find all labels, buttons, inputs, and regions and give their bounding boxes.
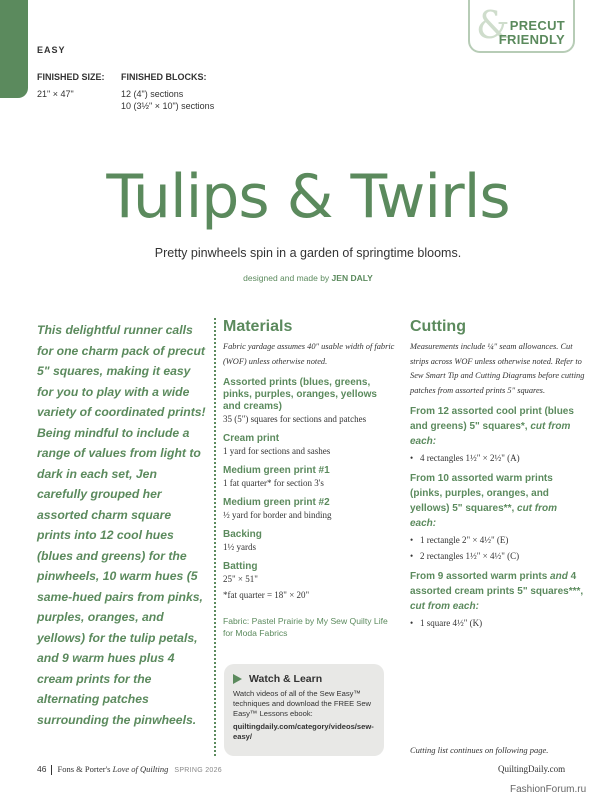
cut-item: • 2 rectangles 1½" × 4½" (C) — [410, 550, 585, 563]
cutting-note: Measurements include ¼" seam allowances. Cut strips across WOF unless otherwise noted. Refer to Sew Smart Tip and Cutting Diagrams before cutting patches from assorted prints 5" squares. — [410, 342, 585, 395]
material-name: Cream print — [223, 433, 280, 444]
section-tab — [0, 0, 28, 98]
material-name: Batting — [223, 561, 258, 572]
site-url[interactable]: QuiltingDaily.com — [498, 764, 566, 774]
fabric-line: Fabric: Pastel Prairie by My Sew Quilty Life for Moda Fabrics — [223, 616, 388, 638]
cutting-group-heading — [410, 569, 585, 614]
cutting-group — [410, 471, 585, 563]
material-name: Backing — [223, 529, 262, 540]
finished-size — [37, 71, 105, 100]
badge-line-2: FRIENDLY — [498, 32, 565, 47]
material-name: Medium green print #2 — [223, 497, 330, 508]
cut-item: • 1 rectangle 2" × 4½" (E) — [410, 534, 585, 547]
footer-separator — [51, 765, 52, 775]
cut-list — [410, 617, 585, 630]
material-item — [223, 377, 395, 425]
cutting-group-title-2: 4 assorted cream prints 5" squares***, — [410, 571, 584, 597]
designer-name: JEN DALY — [331, 273, 373, 283]
cutting-instruction: cut from each: — [410, 503, 558, 529]
watermark: FashionForum.ru — [510, 784, 587, 795]
intro-paragraph: This delightful runner calls for one charm pack of precut 5" squares, making it easy for you to play with a wide variety of coordinated prints! Being mindful to include a range of values from light to dark in each set, Jen carefully grouped her assorted charm square prints into 12 cool hues (blues and greens) for the pinwheels, 10 warm hues (5 same-hued pairs from pinks, purples, oranges, and yellows) for the tulip petals, and 9 warm hues plus 4 cream prints for the alternating patches surrounding the pinwheels. — [37, 323, 206, 727]
page-title: Tulips & Twirls — [106, 162, 510, 232]
finished-blocks-label: FINISHED BLOCKS: — [121, 72, 207, 82]
precut-friendly-badge — [468, 0, 575, 53]
byline — [0, 273, 616, 283]
finished-blocks-value-2: 10 (3½" × 10") sections — [121, 101, 215, 111]
column-divider — [214, 318, 216, 756]
material-item — [223, 529, 395, 553]
continued-note: Cutting list continues on following page. — [410, 745, 549, 755]
material-name: Assorted prints (blues, greens, pinks, purples, oranges, yellows and creams) — [223, 377, 377, 412]
watch-title — [233, 673, 375, 685]
cutting-group — [410, 569, 585, 630]
fat-quarter-footnote: *fat quarter = 18" × 20" — [223, 590, 310, 600]
page-number: 46 — [37, 764, 47, 774]
difficulty-label: EASY — [37, 45, 66, 55]
finished-blocks-value-1: 12 (4") sections — [121, 89, 184, 99]
material-item — [223, 561, 395, 585]
finished-size-value: 21" × 47" — [37, 89, 74, 99]
finished-size-label: FINISHED SIZE: — [37, 72, 105, 82]
cutting-group-title: From 9 assorted warm prints — [410, 571, 548, 582]
cutting-section — [410, 318, 585, 633]
material-detail: 1 fat quarter* for section 3's — [223, 478, 324, 488]
watch-body: Watch videos of all of the Sew Easy™ techniques and download the FREE Sew Easy™ Lessons ebook: — [233, 689, 372, 718]
material-detail: 25" × 51" — [223, 574, 258, 584]
issue-season: SPRING 2026 — [174, 767, 222, 774]
footer — [37, 764, 222, 775]
cut-list — [410, 534, 585, 563]
magazine-name-part1: Fons & Porter's — [57, 764, 113, 774]
watch-title-text: Watch & Learn — [249, 673, 323, 685]
cutting-group-title: From 12 assorted cool print (blues and greens) 5" squares*, — [410, 406, 574, 432]
material-item — [223, 433, 395, 457]
cutting-group — [410, 404, 585, 465]
cutting-heading: Cutting — [410, 318, 466, 335]
cutting-and: and — [550, 571, 568, 582]
watch-and-learn-box — [224, 664, 384, 756]
material-item — [223, 465, 395, 489]
material-detail: 1 yard for sections and sashes — [223, 446, 331, 456]
materials-note: Fabric yardage assumes 40" usable width of fabric (WOF) unless otherwise noted. — [223, 342, 395, 366]
materials-section — [223, 318, 395, 639]
materials-heading: Materials — [223, 318, 293, 335]
badge-line-1: PRECUT — [509, 18, 565, 33]
ampersand-icon: & — [476, 3, 510, 47]
page-subtitle: Pretty pinwheels spin in a garden of springtime blooms. — [154, 246, 462, 260]
material-detail: 1½ yards — [223, 542, 256, 552]
play-icon — [233, 674, 242, 684]
material-name: Medium green print #1 — [223, 465, 330, 476]
byline-prefix: designed and made by — [243, 273, 332, 283]
cutting-instruction: cut from each: — [410, 421, 571, 447]
magazine-name — [57, 764, 168, 774]
cut-item: • 4 rectangles 1½" × 2½" (A) — [410, 452, 585, 465]
cutting-instruction: cut from each: — [410, 601, 479, 612]
cut-list — [410, 452, 585, 465]
material-item — [223, 497, 395, 521]
cutting-group-title: From 10 assorted warm prints (pinks, purples, oranges, and yellows) 5" squares**, — [410, 473, 553, 514]
magazine-name-part2: Love of Quilting — [112, 764, 169, 774]
material-detail: 35 (5") squares for sections and patches — [223, 414, 367, 424]
cut-item: • 1 square 4½" (K) — [410, 617, 585, 630]
cutting-group-heading — [410, 471, 585, 531]
watch-link[interactable]: quiltingdaily.com/category/videos/sew-easy/ — [233, 722, 374, 741]
finished-blocks — [121, 71, 214, 112]
cutting-group-heading — [410, 404, 585, 449]
material-detail: ½ yard for border and binding — [223, 510, 332, 520]
